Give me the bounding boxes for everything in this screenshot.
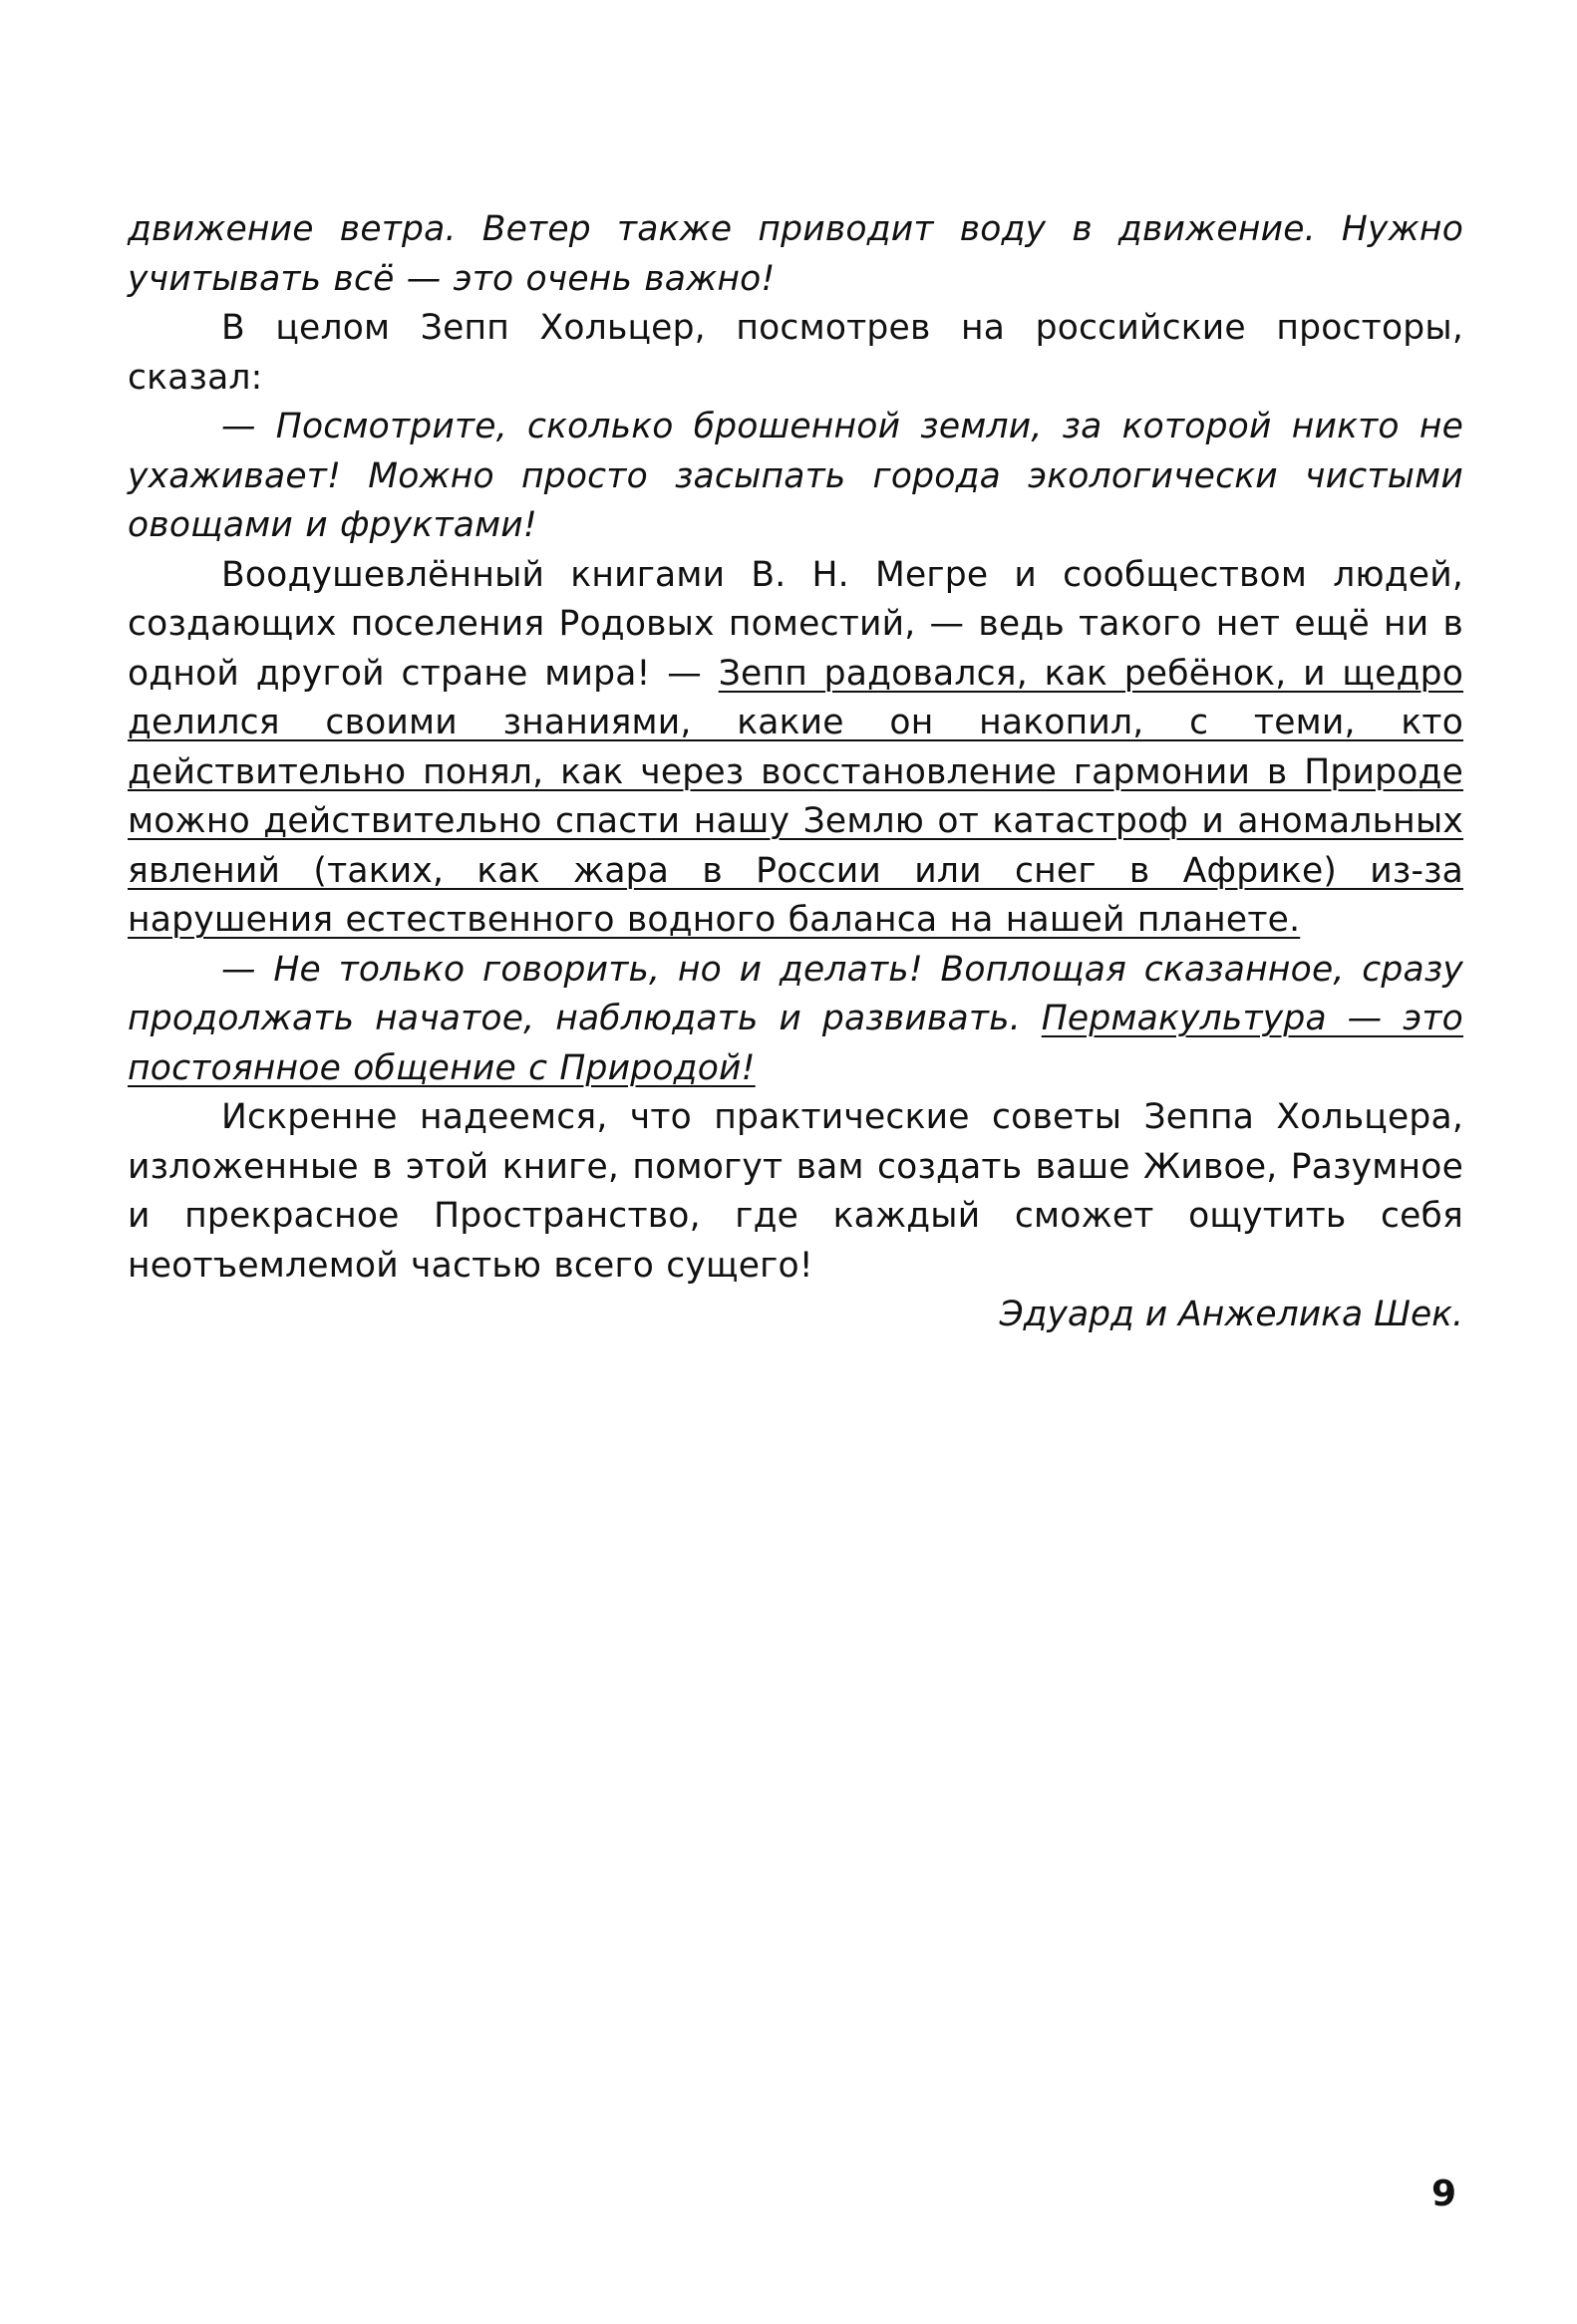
paragraph-inspired-start: Воодушевлённый книгами В. Н. Мегре и сообществом людей, создающих поселения Родовых поместий, — ведь такого нет ещё ни в одной другой стране мира! — [128, 554, 1463, 694]
signature: Эдуард и Анжелика Шек. [999, 1295, 1463, 1334]
paragraph-inspired [128, 551, 1463, 946]
paragraph-holzer-said: В целом Зепп Хольцер, посмотрев на российские просторы, сказал: [128, 308, 1463, 398]
paragraph-hope: Искренне надеемся, что практические советы Зеппа Хольцера, изложенные в этой книге, помогут вам создать ваше Живое, Разумное и прекрасное Пространство, где каждый сможет ощутить себя неотъемлемой частью всего сущего! [128, 1097, 1463, 1286]
paragraph-inspired-underlined: Зепп радовался, как ребёнок, и щедро делился своими знаниями, какие он накопил, с теми, кто действительно понял, как через восстановление гармонии в Природе можно действительно спасти нашу Землю от катастроф и аномальных явлений (таких, как жара в России или снег в Африке) из-за нарушения естественного водного баланса на нашей планете. [128, 653, 1464, 940]
quote-abandoned-land: — Посмотрите, сколько брошенной земли, за которой никто не ухаживает! Можно просто засыпать города экологически чистыми овощами и фруктами! [128, 407, 1463, 545]
quote-permaculture [128, 946, 1463, 1094]
quote-permaculture-start: — Не только говорить, но и делать! Воплощая сказанное, сразу продолжать начатое, наблюдать и развивать. [128, 949, 1463, 1038]
page-body [128, 205, 1463, 1340]
paragraph-wind-water: движение ветра. Ветер также приводит воду в движение. Нужно учитывать всё — это очень важно! [128, 209, 1463, 299]
quote-permaculture-underlined: Пермакультура — это постоянное общение с Природой! [128, 999, 1463, 1088]
page-number: 9 [1431, 2174, 1457, 2214]
